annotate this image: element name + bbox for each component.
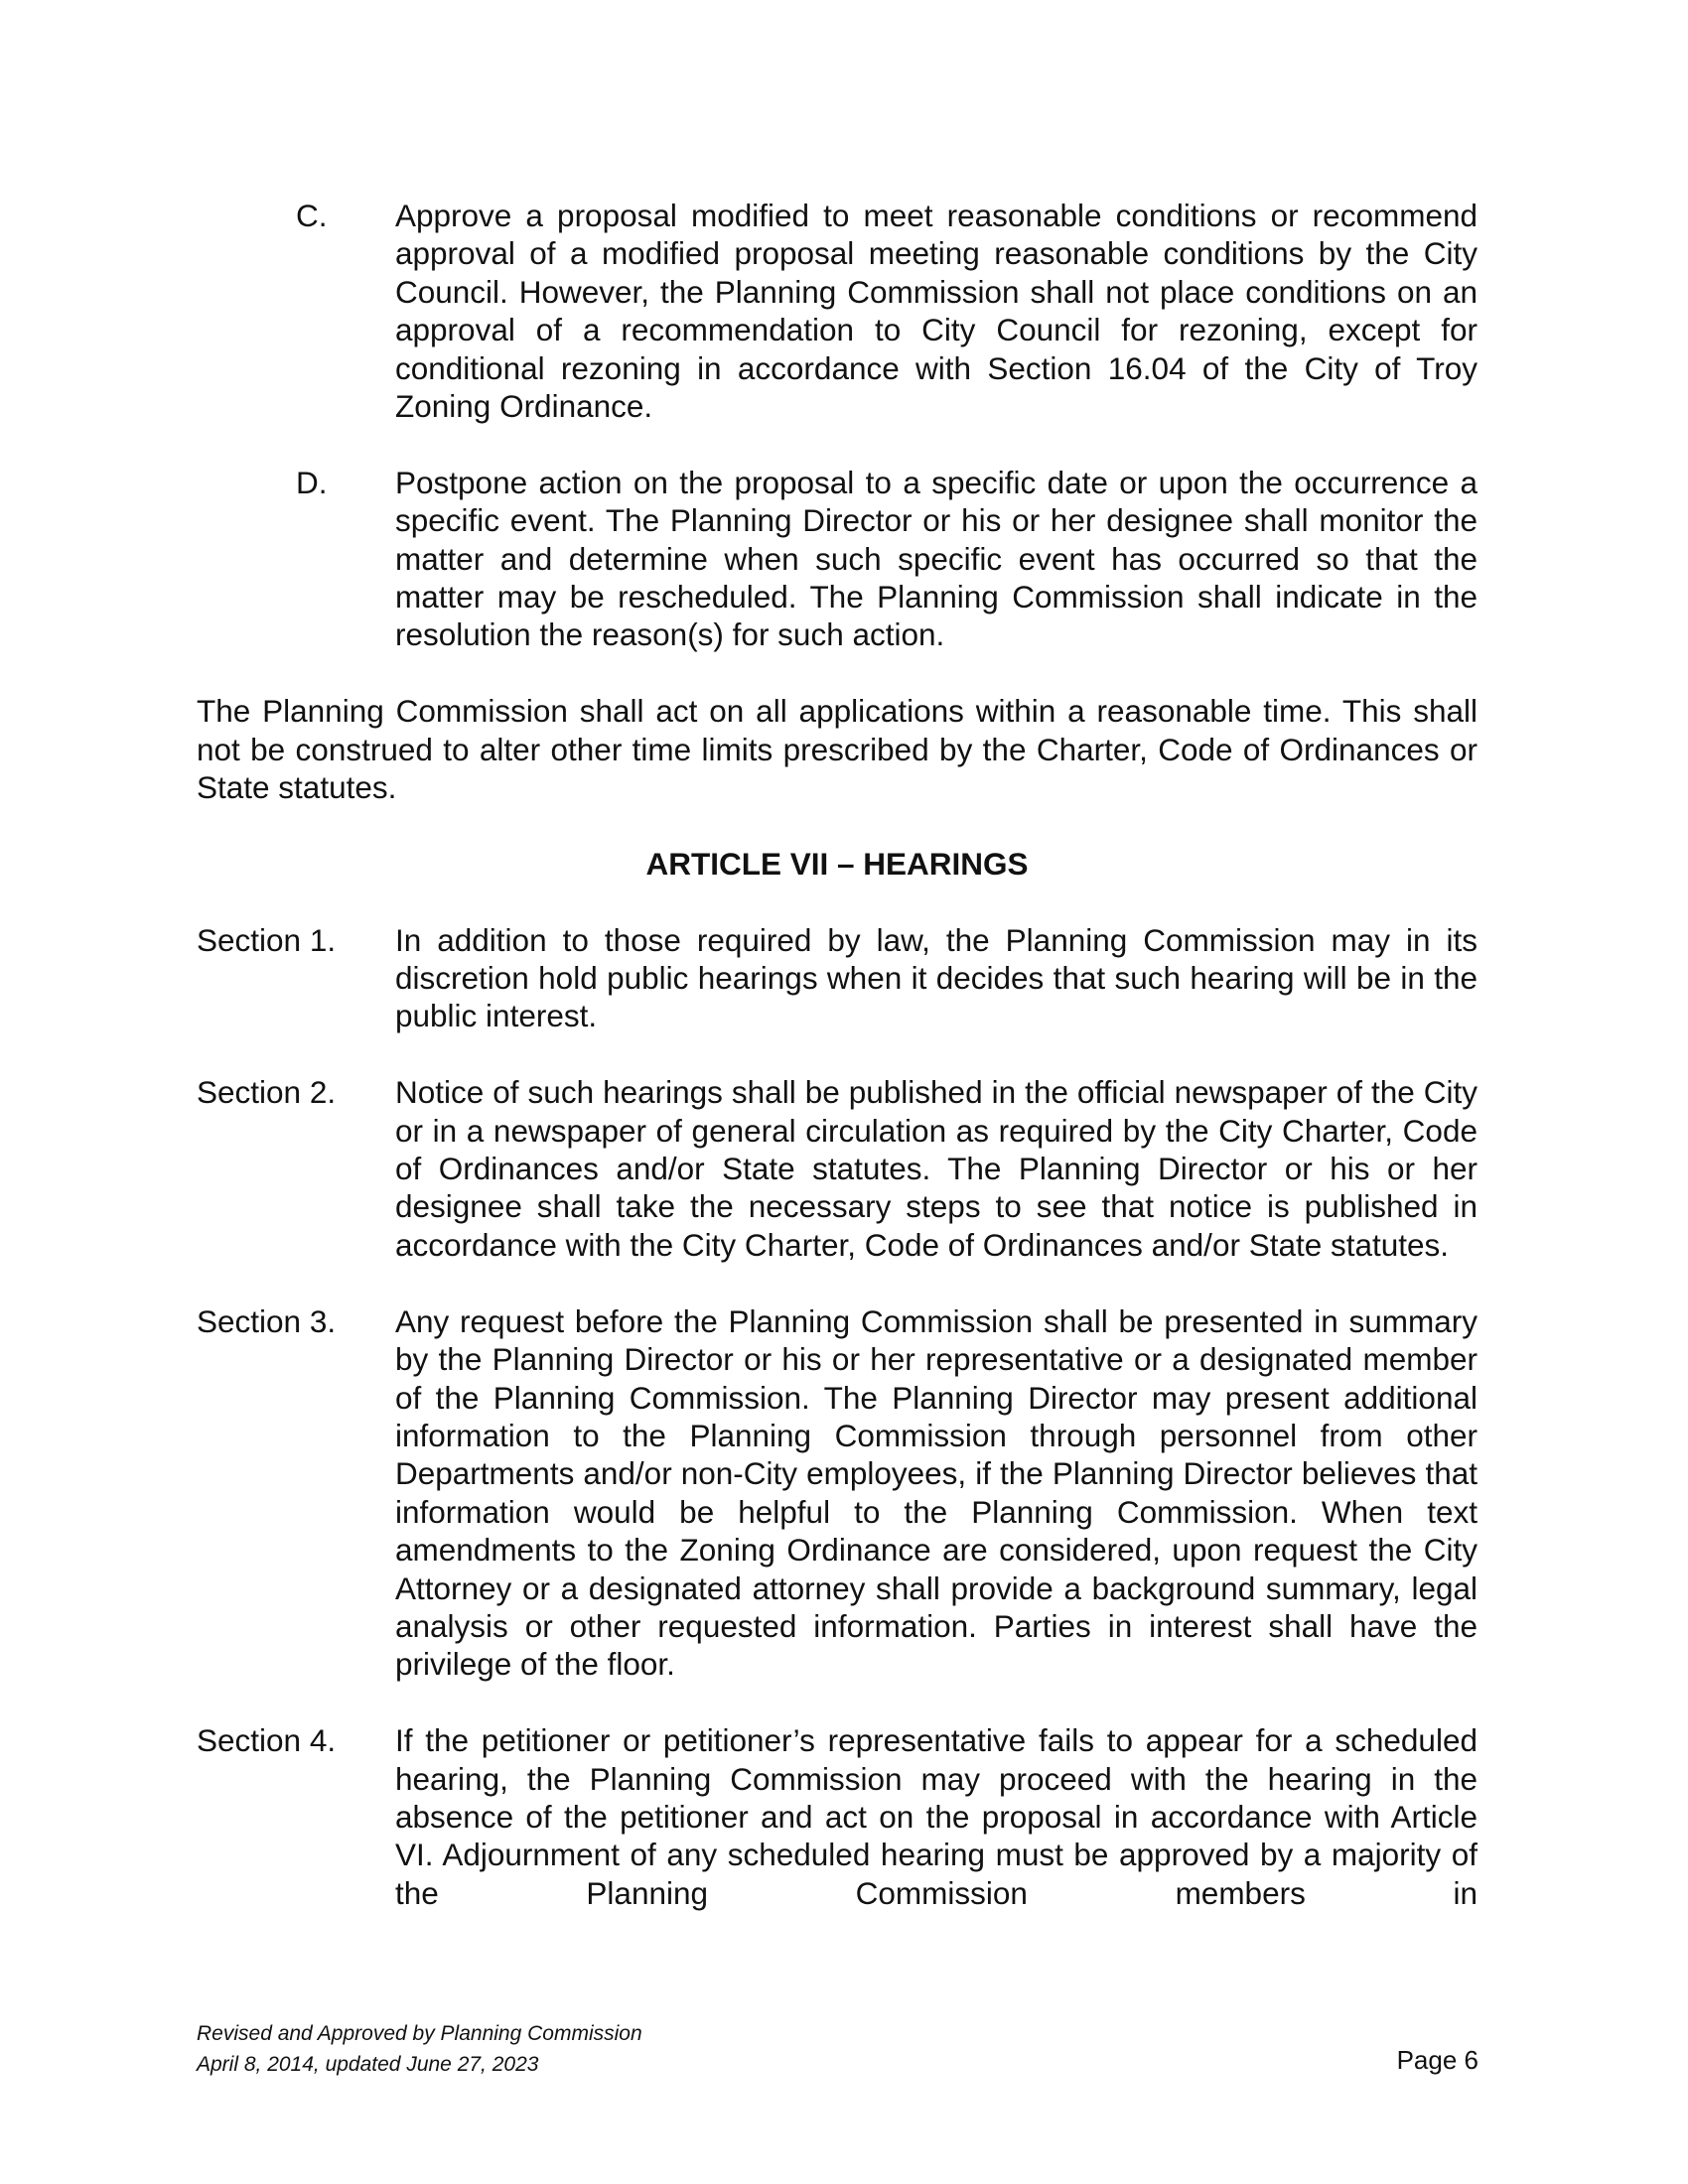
- article-heading: ARTICLE VII – HEARINGS: [645, 845, 1029, 882]
- item-text: Approve a proposal modified to meet reasonable conditions or recommend approval of a modified proposal meeting reasonable conditions by the City Council. However, the Planning Commission shall not place conditions on an approval of a recommendation to City Council for rezoning, except for conditional rezoning in accordance with Section 16.04 of the City of Troy Zoning Ordinance.: [395, 198, 1477, 425]
- page-body: [197, 197, 1477, 1912]
- section-text: In addition to those required by law, the Planning Commission may in its discretion hold public hearings when it decides that such hearing will be in the public interest.: [395, 921, 1477, 1034]
- section-label: Section 2.: [197, 1074, 337, 1111]
- spacer: [197, 1684, 1477, 1721]
- spacer: [197, 806, 1477, 844]
- section-1: [197, 921, 1477, 1035]
- section-label: Section 1.: [197, 921, 337, 958]
- section-3: [197, 1302, 1477, 1684]
- spacer: [197, 425, 1477, 463]
- section-4: [197, 1721, 1477, 1912]
- item-label: D.: [296, 464, 328, 500]
- spacer: [197, 883, 1477, 920]
- section-text: Notice of such hearings shall be published in the official newspaper of the City or in a newspaper of general circulation as required by the City Charter, Code of Ordinances and/or State statutes. The Planning Director or his or her designee shall take the necessary steps to see that notice is published in accordance with the City Charter, Code of Ordinances and/or State statutes.: [395, 1074, 1477, 1263]
- item-label: C.: [296, 198, 328, 233]
- timing-paragraph: The Planning Commission shall act on all applications within a reasonable time. This shall not be construed to alter other time limits prescribed by the Charter, Code of Ordinances or State statutes.: [197, 693, 1477, 806]
- footer-revision: [197, 2018, 642, 2080]
- section-2: [197, 1073, 1477, 1264]
- item-text: Postpone action on the proposal to a specific date or upon the occurrence a specific event. The Planning Director or his or her designee shall monitor the matter and determine when such specific event has occurred so that the matter may be rescheduled. The Planning Commission shall indicate in the resolution the reason(s) for such action.: [395, 464, 1477, 653]
- section-label: Section 4.: [197, 1722, 337, 1759]
- footer-line-1: Revised and Approved by Planning Commission: [197, 2022, 642, 2045]
- section-label: Section 3.: [197, 1302, 337, 1339]
- list-item-c: [197, 197, 1477, 425]
- footer-line-2: April 8, 2014, updated June 27, 2023: [197, 2053, 539, 2076]
- spacer: [197, 1035, 1477, 1073]
- section-text: If the petitioner or petitioner’s representative fails to appear for a scheduled hearing, the Planning Commission may proceed with the hearing in the absence of the petitioner and act on the proposal in accordance with Article VI. Adjournment of any scheduled hearing must be approved by a majority of the Planning Commission members in: [395, 1722, 1477, 1911]
- page-number: Page 6: [1396, 2045, 1478, 2075]
- spacer: [197, 654, 1477, 692]
- section-text: Any request before the Planning Commission shall be presented in summary by the Planning Director or his or her representative or a designated member of the Planning Commission. The Planning Director may present additional information to the Planning Commission through personnel from other Departments and/or non-City employees, if the Planning Director believes that information would be helpful to the Planning Commission. When text amendments to the Zoning Ordinance are considered, upon request the City Attorney or a designated attorney shall provide a background summary, legal analysis or other requested information. Parties in interest shall have the privilege of the floor.: [395, 1302, 1477, 1683]
- list-item-d: [197, 464, 1477, 654]
- spacer: [197, 1264, 1477, 1301]
